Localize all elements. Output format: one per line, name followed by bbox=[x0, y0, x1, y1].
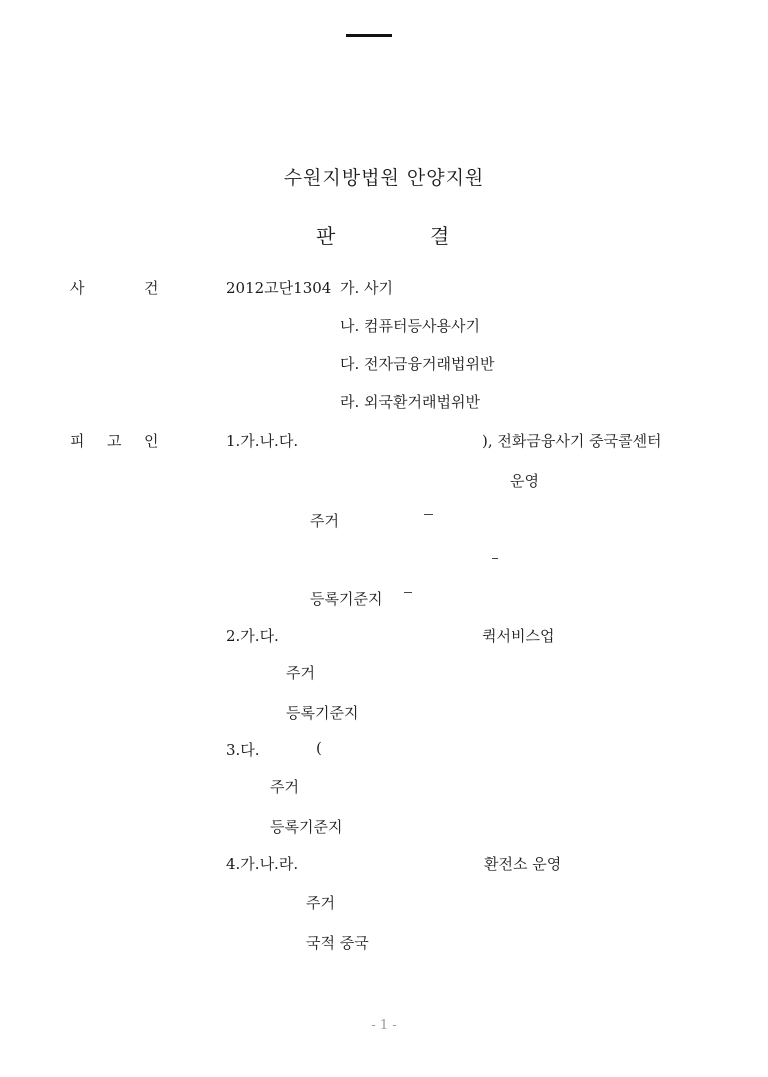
defendant-4-nationality: 국적 중국 bbox=[306, 934, 369, 952]
defendant-label-char: 피 bbox=[70, 432, 85, 450]
defendant-label-char: 인 bbox=[144, 432, 159, 450]
top-margin-mark bbox=[346, 34, 392, 37]
case-number: 2012고단1304 bbox=[226, 279, 332, 297]
case-label-a: 사 bbox=[70, 279, 85, 297]
defendant-1-index: 1.가.나.다. bbox=[226, 432, 299, 450]
defendant-3-index: 3.다. bbox=[226, 741, 260, 759]
charge-item: 나. 컴퓨터등사용사기 bbox=[340, 317, 480, 335]
charge-item: 라. 외국환거래법위반 bbox=[340, 393, 480, 411]
defendant-3-registry: 등록기준지 bbox=[270, 818, 343, 836]
defendant-1-occupation: ), 전화금융사기 중국콜센터 bbox=[482, 432, 662, 450]
scan-speck bbox=[404, 592, 412, 593]
doc-title-left: 판 bbox=[316, 224, 336, 248]
doc-title-right: 결 bbox=[430, 224, 450, 248]
defendant-1-occupation-cont: 운영 bbox=[510, 472, 539, 490]
defendant-1-residence: 주거 bbox=[310, 512, 339, 530]
defendant-3-residence: 주거 bbox=[270, 778, 299, 796]
defendant-4-index: 4.가.나.라. bbox=[226, 855, 299, 873]
defendant-4-occupation: 환전소 운영 bbox=[484, 855, 562, 873]
page-number: - 1 - bbox=[371, 1018, 397, 1033]
defendant-1-registry: 등록기준지 bbox=[310, 590, 383, 608]
defendant-2-residence: 주거 bbox=[286, 664, 315, 682]
charge-item: 가. 사기 bbox=[340, 279, 394, 297]
scan-speck bbox=[424, 514, 433, 515]
defendant-label-char: 고 bbox=[107, 432, 122, 450]
court-name: 수원지방법원 안양지원 bbox=[283, 167, 485, 189]
defendant-4-residence: 주거 bbox=[306, 894, 335, 912]
case-label-b: 건 bbox=[144, 279, 159, 297]
defendant-2-registry: 등록기준지 bbox=[286, 704, 359, 722]
charge-item: 다. 전자금융거래법위반 bbox=[340, 355, 495, 373]
defendant-3-paren: ( bbox=[316, 739, 322, 757]
defendant-2-occupation: 퀵서비스업 bbox=[482, 627, 555, 645]
defendant-2-index: 2.가.다. bbox=[226, 627, 279, 645]
scan-speck bbox=[492, 558, 498, 559]
